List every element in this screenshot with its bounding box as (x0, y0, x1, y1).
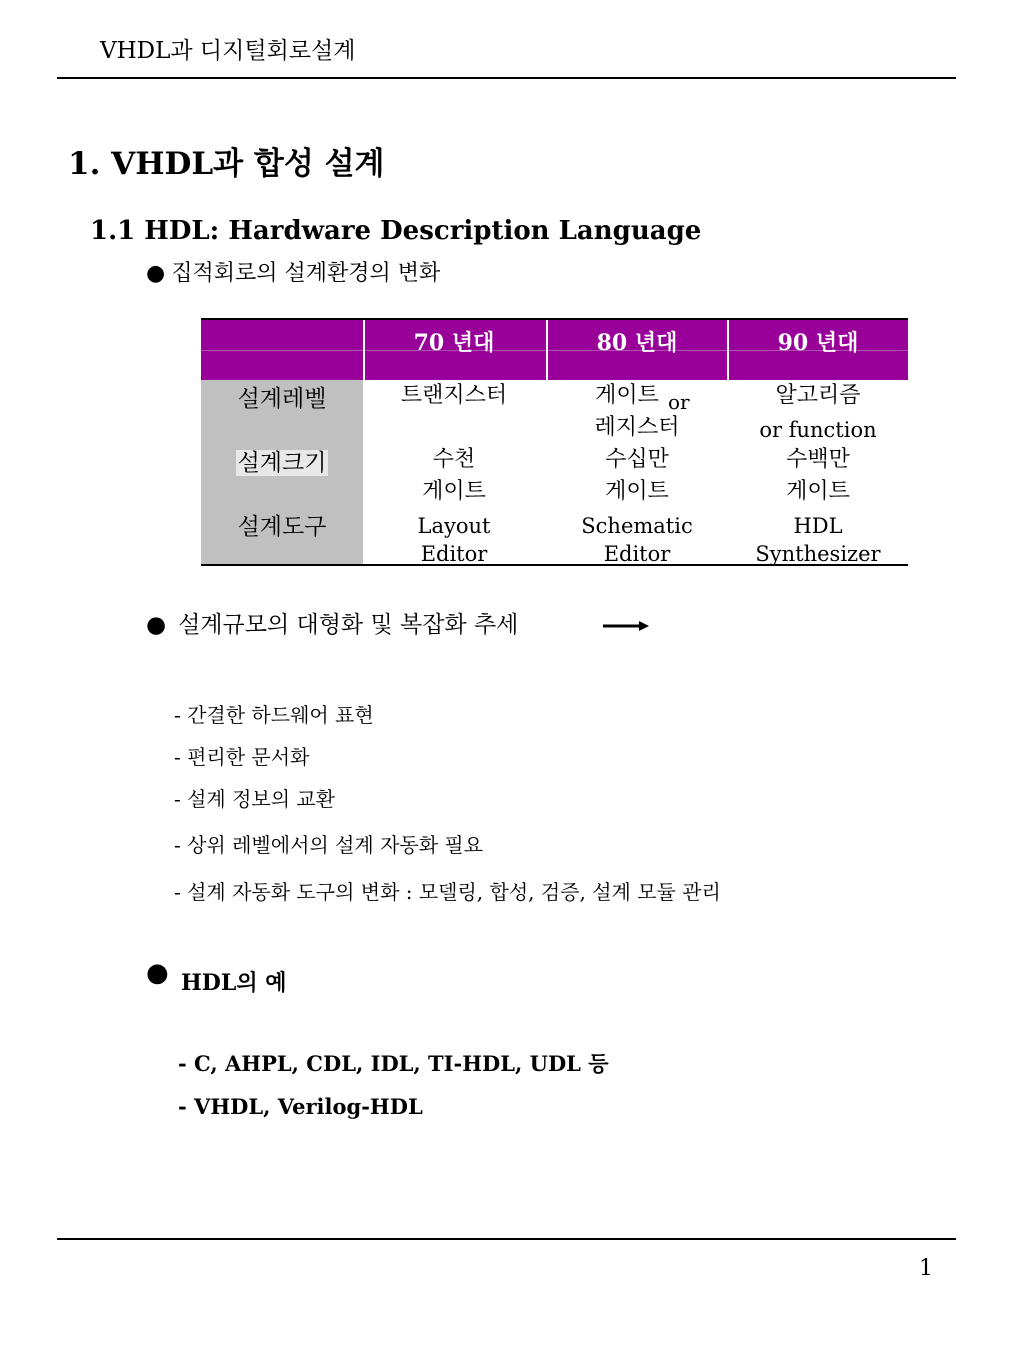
table-cell: Schematic (581, 514, 693, 538)
table-cell: HDL (793, 514, 843, 538)
trend-item: - 설계 자동화 도구의 변화 : 모델링, 합성, 검증, 설계 모듈 관리 (174, 880, 721, 904)
table-cell: Synthesizer (755, 542, 881, 566)
table-cell: 수천 (432, 447, 476, 472)
running-header: VHDL과 디지털회로설계 (100, 38, 356, 64)
bullet-hdl-text: HDL의 예 (181, 970, 287, 996)
bullet-icon: ● (146, 261, 166, 286)
page-number: 1 (919, 1256, 933, 1281)
table-cell: or function (759, 418, 877, 442)
column-header-90s: 90 년대 (777, 330, 859, 356)
header-rule (57, 77, 956, 79)
table-cell: 레지스터 (594, 415, 680, 440)
row-label-design-size (201, 444, 363, 477)
table-cell: Editor (420, 542, 488, 566)
subsection-title: 1.1 HDL: Hardware Description Language (90, 216, 702, 246)
table-cell: 알고리즘 (775, 383, 861, 408)
table-cell: 게이트 (605, 479, 669, 504)
table-cell: 게이트 (595, 383, 659, 408)
trend-item: - 간결한 하드웨어 표현 (174, 703, 374, 727)
table-cell: Layout (417, 514, 491, 538)
bullet-icon: ● (146, 612, 167, 638)
column-header-70s: 70 년대 (413, 330, 495, 356)
table-cell: Editor (603, 542, 671, 566)
row-label-design-size-text: 설계크기 (237, 450, 327, 476)
bullet-env-text: 집적회로의 설계환경의 변화 (171, 261, 441, 286)
trend-item: - 설계 정보의 교환 (174, 787, 336, 811)
table-cell: 트랜지스터 (400, 383, 508, 408)
hdl-example: - C, AHPL, CDL, IDL, TI-HDL, UDL 등 (178, 1051, 609, 1076)
arrow-right-icon (603, 620, 649, 632)
bullet-trend-text: 설계규모의 대형화 및 복잡화 추세 (178, 612, 519, 638)
section-title: 1. VHDL과 합성 설계 (68, 146, 385, 182)
bullet-env (146, 256, 440, 287)
design-env-table (201, 318, 908, 566)
row-label-design-level: 설계레벨 (237, 386, 327, 412)
row-label-design-tool: 설계도구 (237, 514, 327, 540)
bullet-trend (146, 606, 518, 639)
table-cell: 수백만 (786, 447, 850, 472)
trend-item: - 편리한 문서화 (174, 745, 310, 769)
footer-rule (57, 1238, 956, 1240)
table-cell-or: or (668, 390, 690, 414)
table-top-rule (201, 318, 908, 320)
column-header-80s: 80 년대 (596, 330, 678, 356)
hdl-example: - VHDL, Verilog-HDL (178, 1094, 423, 1119)
table-cell: 게이트 (786, 479, 850, 504)
table-cell: 수십만 (605, 447, 669, 472)
table-cell: 게이트 (422, 479, 486, 504)
trend-item: - 상위 레벨에서의 설계 자동화 필요 (174, 833, 484, 857)
bullet-icon: ● (146, 958, 169, 988)
